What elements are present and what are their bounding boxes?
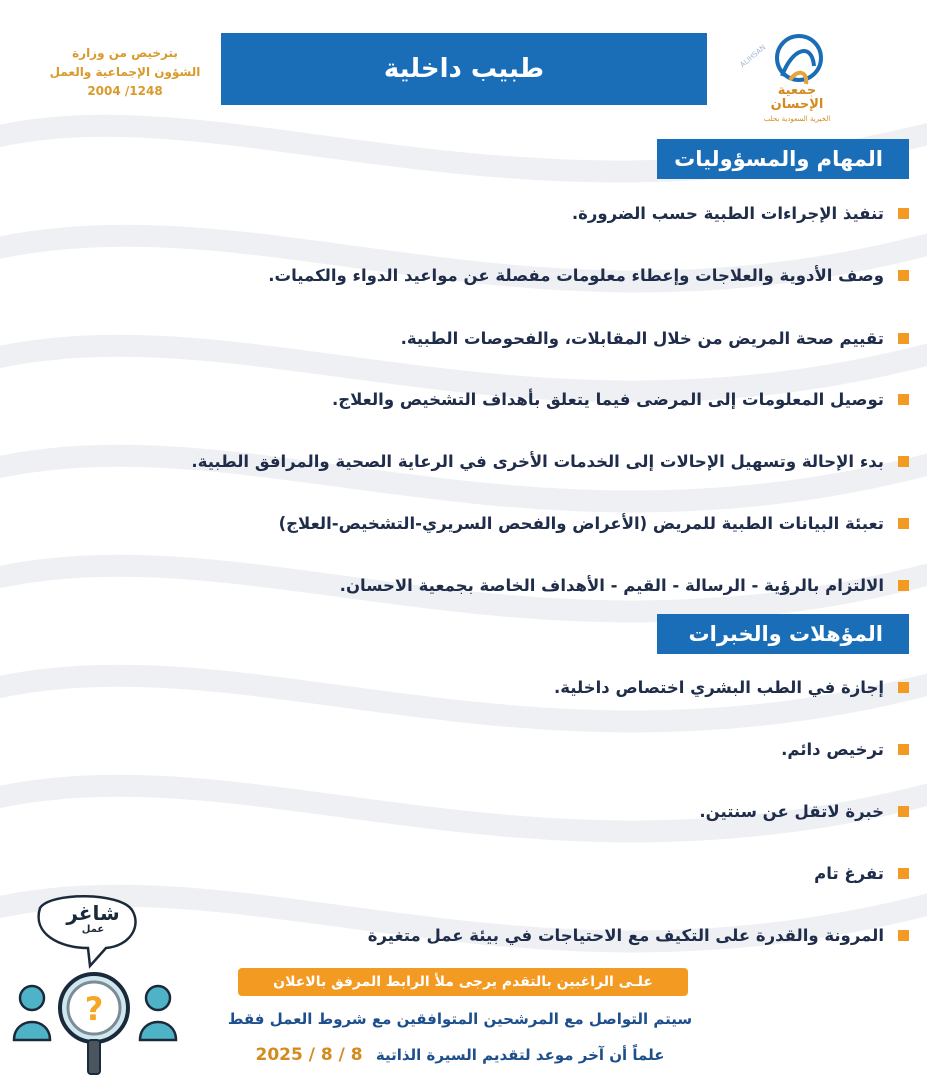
logo-name xyxy=(752,84,842,126)
list-item xyxy=(189,384,909,414)
bullet-icon xyxy=(898,394,909,405)
bullet-icon xyxy=(898,744,909,755)
list-item xyxy=(189,734,909,764)
list-item xyxy=(189,920,909,950)
bullet-icon xyxy=(898,806,909,817)
list-item xyxy=(189,796,909,826)
magnifier-icon xyxy=(60,974,128,1074)
svg-text:?: ? xyxy=(84,990,104,1028)
list-item xyxy=(189,260,909,290)
item-text: خبرة لاتقل عن سنتين. xyxy=(699,801,884,821)
apply-note: علـى الراغبين بالتقدم يرجى ملأ الرابط المرفق بالاعلان xyxy=(238,968,688,996)
item-text: تفرغ تام xyxy=(814,863,884,883)
page-title: طبيب داخلية xyxy=(221,33,707,105)
item-text: تنفيذ الإجراءات الطبية حسب الضرورة. xyxy=(571,203,884,223)
license-text xyxy=(40,44,210,101)
item-text: وصف الأدوية والعلاجات وإعطاء معلومات مفصلة عن مواعيد الدواء والكميات. xyxy=(268,265,884,285)
deadline-date: 8 / 8 / 2025 xyxy=(255,1045,363,1065)
bullet-icon xyxy=(898,456,909,467)
deadline-text: علماً أن آخر موعد لتقديم السيرة الذاتية xyxy=(375,1046,665,1064)
bullet-icon xyxy=(898,682,909,693)
list-item xyxy=(189,323,909,353)
license-line-3: 1248/ 2004 xyxy=(87,84,163,98)
bullet-icon xyxy=(898,333,909,344)
item-text: إجازة في الطب البشري اختصاص داخلية. xyxy=(553,677,884,697)
item-text: توصيل المعلومات إلى المرضى فيما يتعلق بأهداف التشخيص والعلاج. xyxy=(331,389,884,409)
vacancy-word: شاغر xyxy=(66,901,120,925)
list-item xyxy=(189,672,909,702)
item-text: المرونة والقدرة على التكيف مع الاحتياجات في بيئة عمل متغيرة xyxy=(367,925,884,945)
license-line-2: الشؤون الإجماعية والعمل xyxy=(49,65,201,79)
item-text: تقييم صحة المريض من خلال المقابلات، والفحوصات الطبية. xyxy=(400,328,884,348)
job-word: عمل xyxy=(81,924,105,935)
bullet-icon xyxy=(898,518,909,529)
deadline-note xyxy=(200,1045,720,1065)
bullet-icon xyxy=(898,868,909,879)
bullet-icon xyxy=(898,208,909,219)
vacancy-bubble-text xyxy=(48,902,138,935)
contact-note: سيتم التواصل مع المرشحين المتوافقين مع شروط العمل فقط xyxy=(227,1010,693,1028)
bullet-icon xyxy=(898,930,909,941)
list-item xyxy=(189,446,909,476)
bullet-icon xyxy=(898,270,909,281)
logo-subtitle: الخيرية السعودية بحلب xyxy=(763,115,831,123)
person-icon xyxy=(140,986,176,1040)
bullet-icon xyxy=(898,580,909,591)
list-item xyxy=(189,198,909,228)
item-text: تعبئة البيانات الطبية للمريض (الأعراض والفحص السريري-التشخيص-العلاج) xyxy=(278,513,884,533)
responsibilities-heading: المهام والمسؤوليات xyxy=(657,139,909,179)
qualifications-heading: المؤهلات والخبرات xyxy=(657,614,909,654)
list-item xyxy=(189,508,909,538)
license-line-1: بترخيص من وزارة xyxy=(72,46,178,60)
item-text: بدء الإحالة وتسهيل الإحالات إلى الخدمات الأخرى في الرعاية الصحية والمرافق الطبية. xyxy=(191,451,884,471)
person-icon xyxy=(14,986,50,1040)
list-item xyxy=(189,858,909,888)
list-item xyxy=(189,570,909,600)
item-text: الالتزام بالرؤية - الرسالة - القيم - الأهداف الخاصة بجمعية الاحسان. xyxy=(339,575,884,595)
logo-latin: ALIHSAN xyxy=(738,43,768,70)
item-text: ترخيص دائم. xyxy=(781,739,884,759)
logo-name-text: جمعية الإحسان xyxy=(770,83,824,112)
